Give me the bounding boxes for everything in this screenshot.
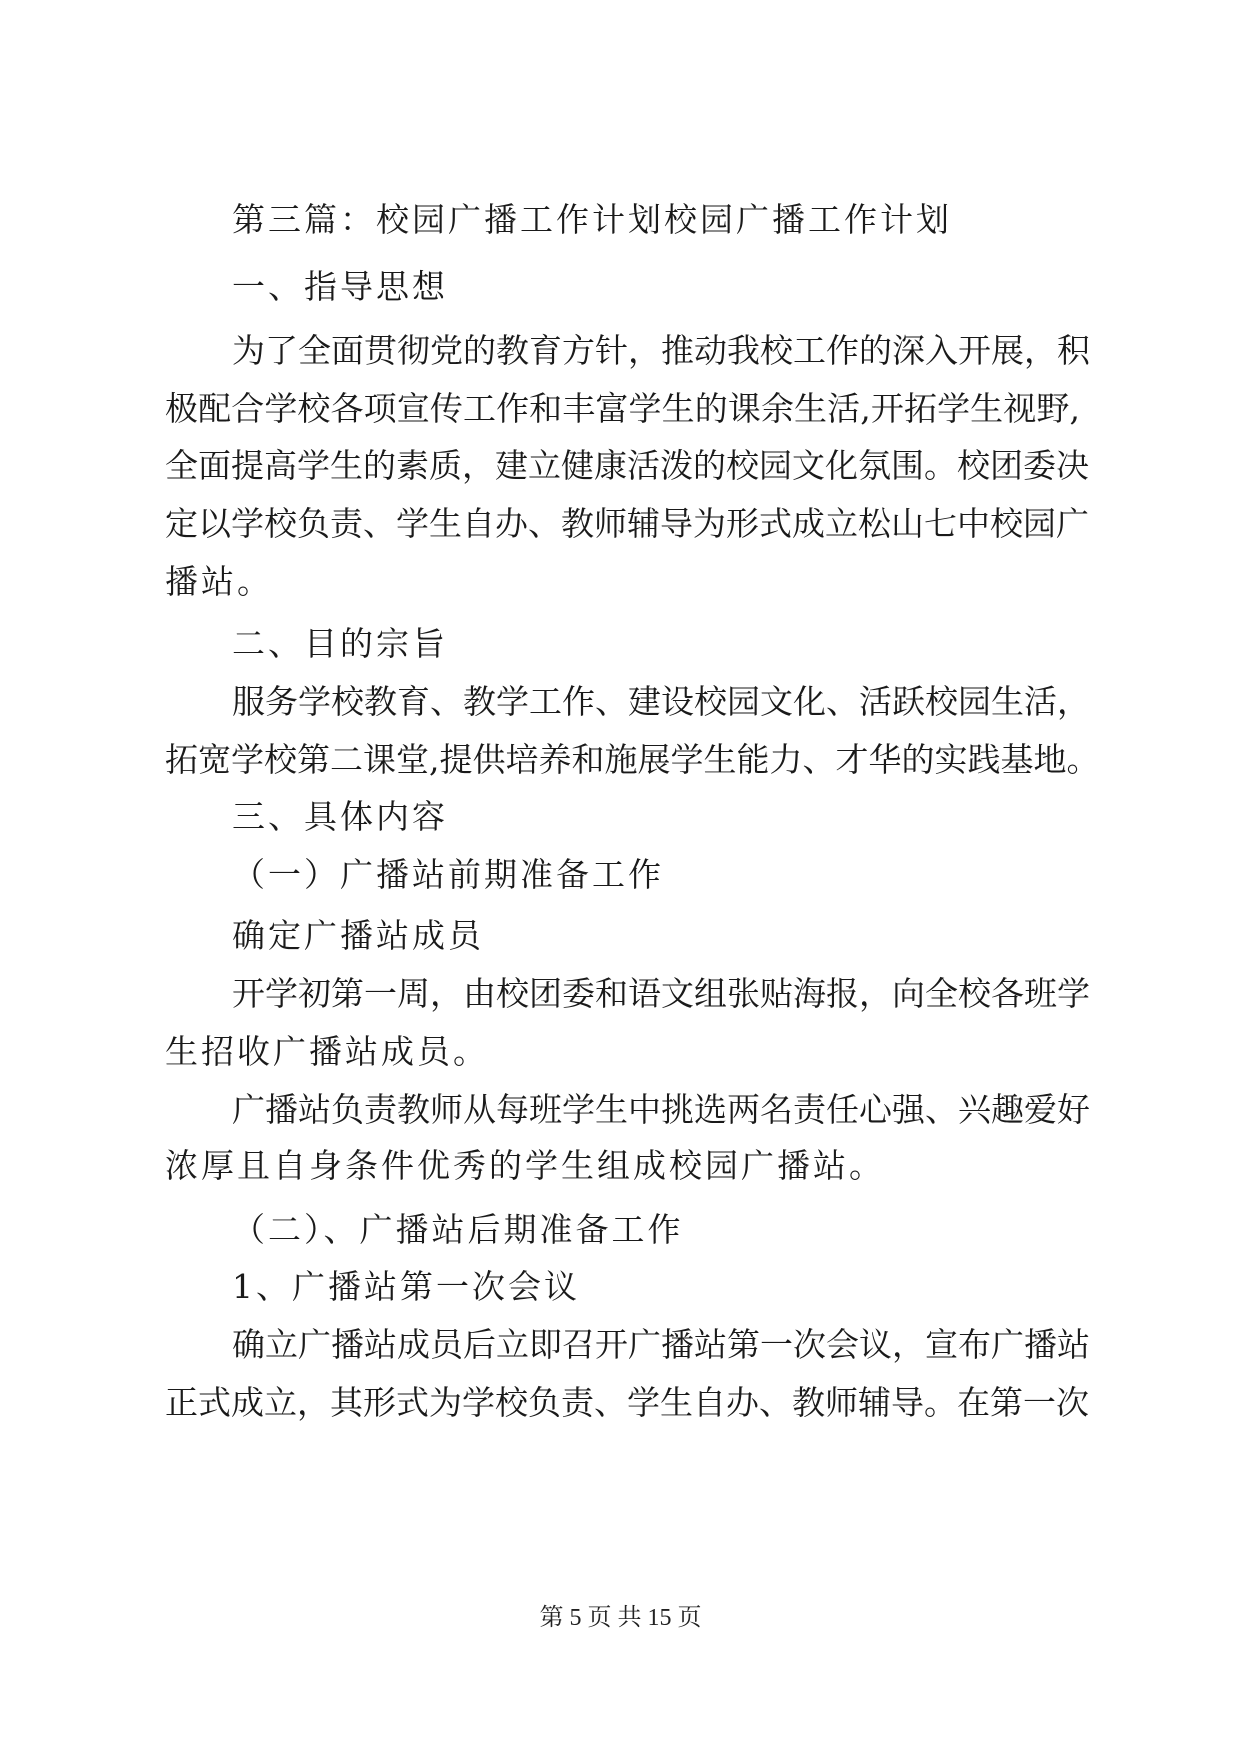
heading-purpose: 二、目的宗旨 bbox=[232, 624, 448, 663]
paragraph-line: 拓宽学校第二课堂,提供培养和施展学生能力、才华的实践基地。 bbox=[165, 740, 1100, 779]
paragraph-line: 全面提高学生的素质，建立健康活泼的校园文化氛围。校团委决 bbox=[165, 446, 1089, 485]
heading-guiding-ideology: 一、指导思想 bbox=[232, 267, 448, 306]
paragraph-line: 服务学校教育、教学工作、建设校园文化、活跃校园生活， bbox=[232, 682, 1090, 721]
paragraph-line: 浓厚且自身条件优秀的学生组成校园广播站。 bbox=[165, 1146, 885, 1185]
paragraph-line: 正式成立，其形式为学校负责、学生自办、教师辅导。在第一次 bbox=[165, 1383, 1089, 1422]
paragraph-line: 定以学校负责、学生自办、教师辅导为形式成立松山七中校园广 bbox=[165, 504, 1089, 543]
paragraph-line: 极配合学校各项宣传工作和丰富学生的课余生活,开拓学生视野, bbox=[165, 389, 1080, 428]
item-first-meeting: 1、广播站第一次会议 bbox=[232, 1267, 580, 1306]
section-title: 第三篇：校园广播工作计划校园广播工作计划 bbox=[232, 200, 952, 239]
page-number: 第 5 页 共 15 页 bbox=[539, 1605, 702, 1631]
paragraph-line: 开学初第一周，由校团委和语文组张贴海报，向全校各班学 bbox=[232, 974, 1090, 1013]
paragraph-line: 生招收广播站成员。 bbox=[165, 1032, 489, 1071]
paragraph-line: 播站。 bbox=[165, 562, 273, 601]
paragraph-line: 广播站负责教师从每班学生中挑选两名责任心强、兴趣爱好 bbox=[232, 1090, 1090, 1129]
paragraph-line: 确定广播站成员 bbox=[232, 916, 484, 955]
paragraph-line: 为了全面贯彻党的教育方针，推动我校工作的深入开展，积 bbox=[232, 331, 1090, 370]
subheading-early-preparation: （一）广播站前期准备工作 bbox=[232, 855, 664, 894]
paragraph-line: 确立广播站成员后立即召开广播站第一次会议，宣布广播站 bbox=[232, 1325, 1090, 1364]
subheading-later-preparation: （二）、广播站后期准备工作 bbox=[232, 1210, 684, 1249]
heading-specific-content: 三、具体内容 bbox=[232, 797, 448, 836]
